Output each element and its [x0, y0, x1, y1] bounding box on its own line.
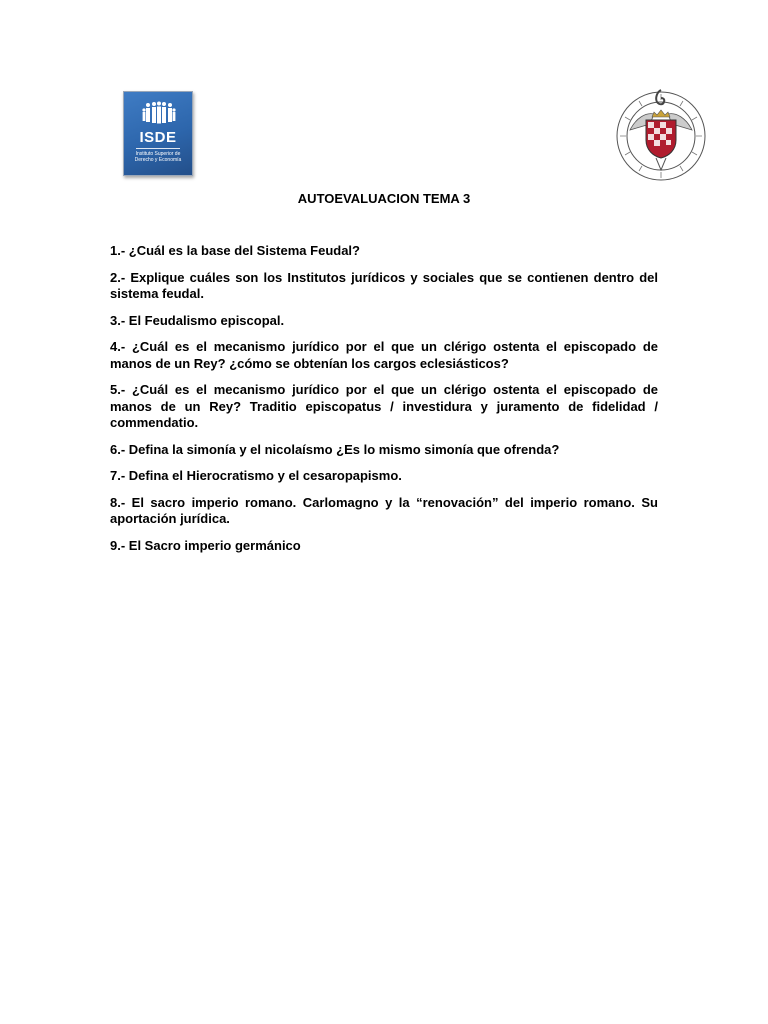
question-1: 1.- ¿Cuál es la base del Sistema Feudal?: [110, 243, 360, 258]
question-9: 9.- El Sacro imperio germánico: [110, 537, 301, 553]
question-list: [110, 243, 658, 564]
isde-brand-text: ISDE: [139, 129, 177, 146]
university-seal-icon: [612, 84, 710, 184]
isde-subtitle-line2: Derecho y Economía: [134, 157, 182, 163]
question-3: 3.- El Feudalismo episcopal.: [110, 312, 285, 328]
document-title: AUTOEVALUACION TEMA 3: [297, 191, 471, 206]
question-4: 4.- ¿Cuál es el mecanismo jurídico por el que un clérigo ostenta el episcopado de manos de un Rey? ¿cómo se obtenían los cargos eclesiásticos?: [110, 339, 658, 371]
question-2: 2.- Explique cuáles son los Institutos jurídicos y sociales que se contienen dentro del sistema feudal.: [110, 269, 658, 301]
question-6: 6.- Defina la simonía y el nicolaísmo ¿Es lo mismo simonía que ofrenda?: [110, 441, 560, 457]
isde-divider: [136, 148, 180, 149]
isde-subtitle-line1: Instituto Superior de: [135, 151, 181, 157]
question-8: 8.- El sacro imperio romano. Carlomagno y la “renovación” del imperio romano. Su aportación jurídica.: [110, 494, 658, 526]
isde-subtitle: [128, 151, 188, 163]
isde-logo: [123, 91, 193, 176]
question-7: 7.- Defina el Hierocratismo y el cesaropapismo.: [110, 468, 402, 483]
people-group-icon: [141, 101, 177, 127]
question-5: 5.- ¿Cuál es el mecanismo jurídico por el que un clérigo ostenta el episcopado de manos de un Rey? Traditio episcopatus / investidura y juramento de fidelidad / commendatio.: [110, 382, 658, 430]
